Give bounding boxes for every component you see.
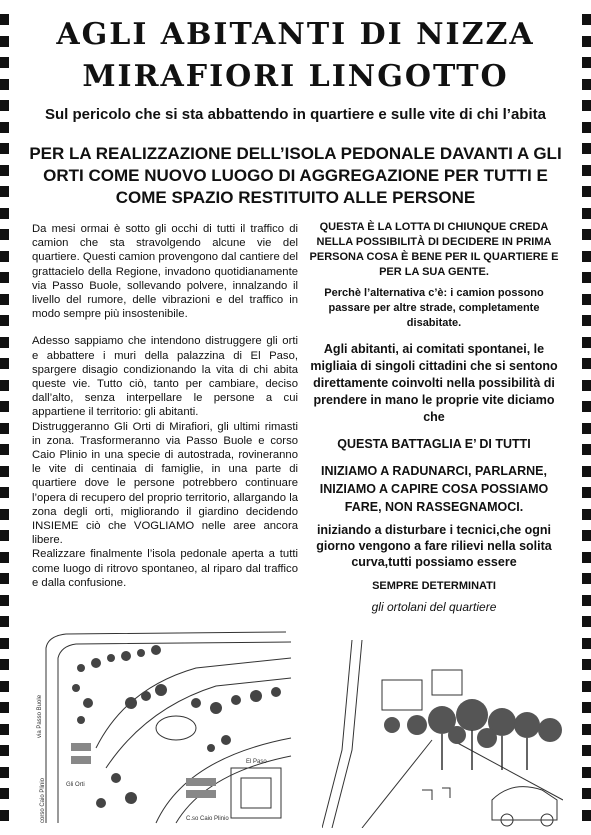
border-square — [582, 466, 591, 477]
border-square — [582, 294, 591, 305]
border-square — [0, 767, 9, 778]
border-square — [0, 208, 9, 219]
border-square — [582, 530, 591, 541]
border-square — [0, 616, 9, 627]
border-square — [582, 165, 591, 176]
street-label-bottom: C.so Caio Plinio — [186, 816, 229, 822]
signature: gli ortolani del quartiere — [371, 600, 497, 614]
border-square — [582, 552, 591, 563]
border-square — [582, 788, 591, 799]
border-square — [582, 444, 591, 455]
border-square — [0, 487, 9, 498]
left-column — [32, 222, 298, 590]
appeal-paragraph: Agli abitanti, ai comitati spontanei, le migliaia di singoli cittadini che si sentono direttamente coinvolti nella possibilità di prendere in mano le proprie vite diciamo che — [310, 342, 558, 424]
border-square — [582, 573, 591, 584]
building-label: El Paso — [246, 759, 267, 765]
headline: PER LA REALIZZAZIONE DELL’ISOLA PEDONALE DAVANTI A GLI ORTI COME NUOVO LUOGO DI AGGREGAZIONE PER TUTTI E COME SPAZIO RESTITUITO ALLE PERSONE — [29, 144, 562, 207]
right-column — [306, 220, 562, 614]
border-square — [582, 272, 591, 283]
paragraph-4: Realizzare finalmente l’isola pedonale aperta a tutti come luogo di ritrovo spontaneo, al riparo dal traffico e dalla confusione. — [32, 548, 298, 589]
border-square — [582, 702, 591, 713]
border-square — [582, 143, 591, 154]
action-detail: iniziando a disturbare i tecnici,che ogni giorno vengono a fare rilievi nella solita curva,tutti possiamo essere — [316, 523, 552, 569]
border-square — [0, 401, 9, 412]
border-square — [0, 466, 9, 477]
paragraph-1: Da mesi ormai è sotto gli occhi di tutti il traffico di camion che sta stravolgendo alcune vie del quartiere. Questi camion provengono dal cantiere del grattacielo della Regione, invadono quotidianamente via Passo Buole, sollevando polvere, innalzando il livello del rumore, delle vibrazioni e del traffico in modo sempre più insostenibile. — [32, 223, 298, 321]
border-square — [0, 530, 9, 541]
border-square — [0, 165, 9, 176]
border-square — [0, 444, 9, 455]
border-square — [582, 186, 591, 197]
border-square — [582, 208, 591, 219]
border-square — [582, 401, 591, 412]
border-square — [0, 659, 9, 670]
border-square — [0, 702, 9, 713]
border-square — [0, 810, 9, 821]
border-square — [0, 186, 9, 197]
border-square — [0, 272, 9, 283]
border-square — [0, 100, 9, 111]
border-square — [0, 337, 9, 348]
border-square — [582, 423, 591, 434]
border-square — [0, 251, 9, 262]
border-square — [0, 638, 9, 649]
border-square — [0, 122, 9, 133]
border-square — [0, 423, 9, 434]
alternative-statement: Perchè l’alternativa c’è: i camion possono passare per altre strade, completamente disabitate. — [324, 287, 544, 329]
border-square — [582, 251, 591, 262]
border-square — [582, 487, 591, 498]
border-square — [582, 595, 591, 606]
border-square — [582, 681, 591, 692]
street-label-vertical: corso Caio Plinio — [40, 777, 46, 823]
border-square — [0, 788, 9, 799]
border-square — [582, 767, 591, 778]
border-square — [582, 122, 591, 133]
struggle-statement: QUESTA È LA LOTTA DI CHIUNQUE CREDA NELLA POSSIBILITÀ DI DECIDERE IN PRIMA PERSONA COSA È BENE PER IL QUARTIERE E PER LA SUA GENTE. — [309, 221, 559, 278]
border-square — [582, 724, 591, 735]
border-square — [0, 358, 9, 369]
border-square — [0, 595, 9, 606]
border-square — [0, 294, 9, 305]
call-to-action: INIZIAMO A RADUNARCI, PARLARNE, INIZIAMO A CAPIRE COSA POSSIAMO FARE, NON RASSEGNAMOCI. — [319, 464, 549, 514]
border-square — [582, 380, 591, 391]
border-square — [0, 509, 9, 520]
border-square — [582, 810, 591, 821]
border-square — [582, 745, 591, 756]
border-square — [0, 143, 9, 154]
border-square — [0, 573, 9, 584]
battle-slogan: QUESTA BATTAGLIA E’ DI TUTTI — [337, 437, 531, 451]
subtitle: Sul pericolo che si sta abbattendo in quartiere e sulle vite di chi l’abita — [45, 106, 546, 123]
border-square — [0, 315, 9, 326]
street-scene-sketch — [322, 630, 563, 828]
border-square — [0, 229, 9, 240]
border-square — [582, 229, 591, 240]
border-square — [0, 745, 9, 756]
title-line-1: AGLI ABITANTI DI NIZZA — [56, 17, 535, 52]
paragraph-2: Adesso sappiamo che intendono distruggere gli orti e abbattere i muri della palazzina di El Paso, spargere disagio condizionando la vita di chi abita queste vie. Tutto ciò, tanto per cambiare, deciso dall’alto, senza interpellare le persone a cui appartiene il territorio: gli abitanti. — [32, 335, 298, 419]
border-square — [582, 616, 591, 627]
border-square — [0, 724, 9, 735]
determination-line: SEMPRE DETERMINATI — [372, 580, 496, 592]
border-square — [582, 509, 591, 520]
title-line-2: MIRAFIORI LINGOTTO — [82, 59, 509, 94]
border-square — [582, 337, 591, 348]
border-square — [0, 552, 9, 563]
border-square — [582, 315, 591, 326]
left-border-strip — [0, 0, 9, 835]
neighborhood-map-sketch — [36, 628, 300, 828]
border-square — [582, 659, 591, 670]
border-square — [582, 100, 591, 111]
right-border-strip — [582, 0, 591, 835]
border-square — [0, 681, 9, 692]
paragraph-3: Distruggeranno Gli Orti di Mirafiori, gli ultimi rimasti in zona. Trasformeranno via Passo Buole e corso Caio Plinio in una specie di autostrada, rovineranno le vite di centinaia di famiglie, in una parte di quartiere dove le persone potrebbero continuare l’opera di recupero del proprio territorio, allargando la zona degli orti, migliorando il giardino decidendo INSIEME ciò che VOGLIAMO nelle aree ancora libere. — [32, 420, 298, 547]
street-label-left: via Passo Buole — [37, 694, 43, 738]
border-square — [582, 358, 591, 369]
area-label: Gli Orti — [66, 782, 85, 788]
border-square — [0, 380, 9, 391]
border-square — [582, 638, 591, 649]
